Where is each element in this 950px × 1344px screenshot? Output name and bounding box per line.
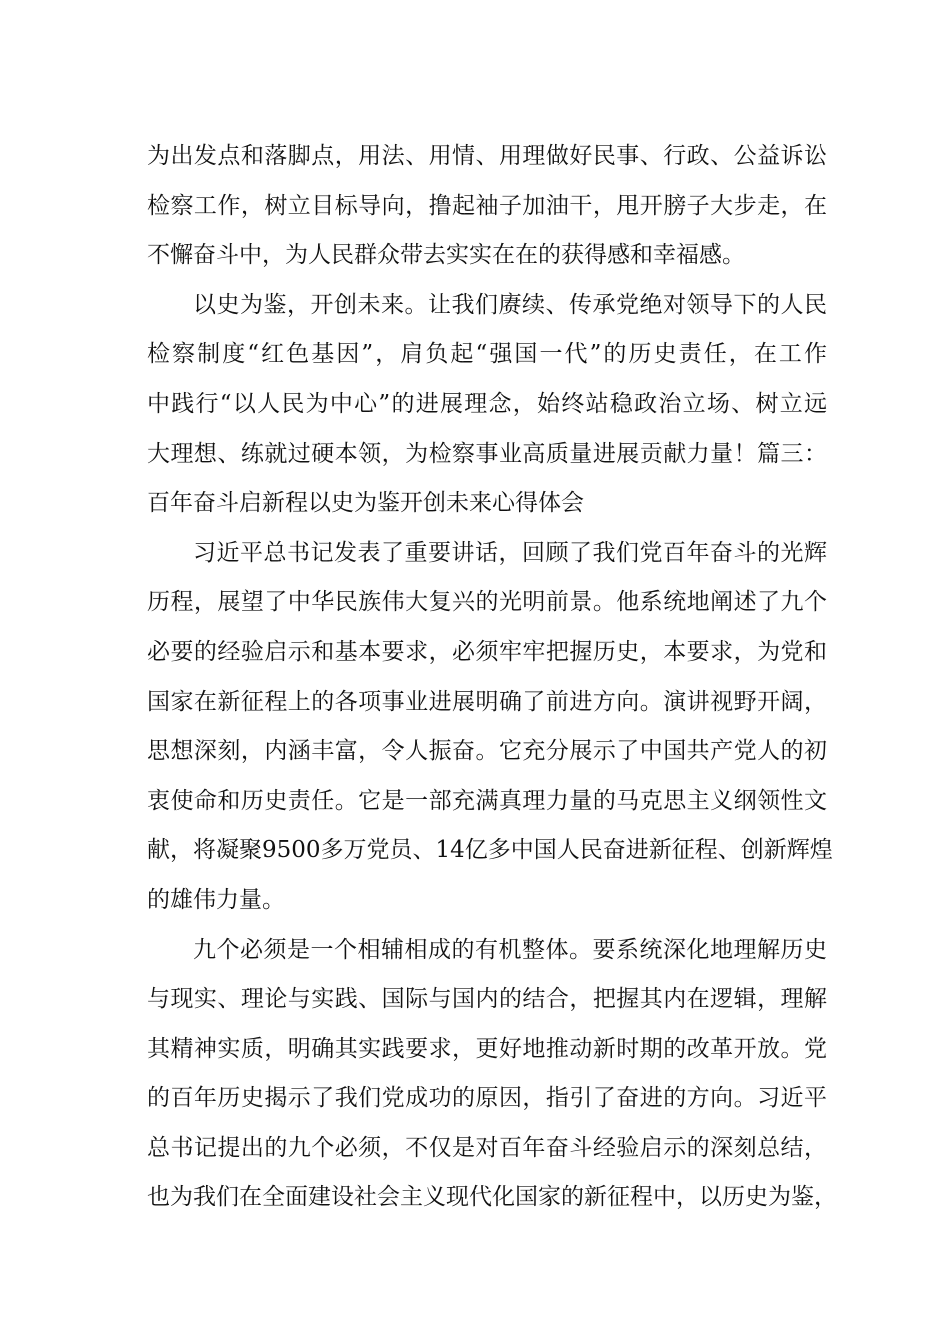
text-line: 其精神实质，明确其实践要求，更好地推动新时期的改革开放。党 (147, 1035, 827, 1062)
text-line: 总书记提出的九个必须，不仅是对百年奋斗经验启示的深刻总结， (147, 1134, 827, 1161)
text-line: 检察工作，树立目标导向，撸起袖子加油干，甩开膀子大步走，在 (147, 192, 827, 219)
text-line: 的百年历史揭示了我们党成功的原因，指引了奋进的方向。习近平 (147, 1085, 827, 1112)
text-line: 的雄伟力量。 (147, 886, 285, 913)
text-line: 百年奋斗启新程以史为鉴开创未来心得体会 (147, 490, 584, 517)
document-body (147, 132, 837, 1223)
text-line: 也为我们在全面建设社会主义现代化国家的新征程中，以历史为鉴， (147, 1184, 837, 1211)
text-line: 中践行“以人民为中心”的进展理念，始终站稳政治立场、树立远 (147, 390, 827, 417)
text-line: 必要的经验启示和基本要求，必须牢牢把握历史，本要求，为党和 (147, 638, 827, 665)
text-line: 习近平总书记发表了重要讲话，回顾了我们党百年奋斗的光辉 (193, 539, 827, 566)
text-line: 九个必须是一个相辅相成的有机整体。要系统深化地理解历史 (193, 936, 827, 963)
text-line: 大理想、练就过硬本领，为检察事业高质量进展贡献力量！篇三： (147, 440, 827, 467)
text-line: 献，将凝聚9500多万党员、14亿多中国人民奋进新征程、创新辉煌 (147, 837, 833, 864)
text-line: 为出发点和落脚点，用法、用情、用理做好民事、行政、公益诉讼 (147, 143, 827, 169)
text-line: 检察制度“红色基因”，肩负起“强国一代”的历史责任，在工作 (147, 341, 827, 368)
text-line: 衷使命和历史责任。它是一部充满真理力量的马克思主义纲领性文 (147, 787, 827, 814)
text-line: 与现实、理论与实践、国际与国内的结合，把握其内在逻辑，理解 (147, 986, 827, 1013)
text-line: 历程，展望了中华民族伟大复兴的光明前景。他系统地阐述了九个 (147, 589, 827, 616)
text-line: 不懈奋斗中，为人民群众带去实实在在的获得感和幸福感。 (147, 242, 745, 269)
text-line: 以史为鉴，开创未来。让我们赓续、传承党绝对领导下的人民 (193, 291, 827, 318)
text-line: 思想深刻，内涵丰富，令人振奋。它充分展示了中国共产党人的初 (147, 738, 827, 765)
text-line: 国家在新征程上的各项事业进展明确了前进方向。演讲视野开阔， (147, 688, 827, 715)
